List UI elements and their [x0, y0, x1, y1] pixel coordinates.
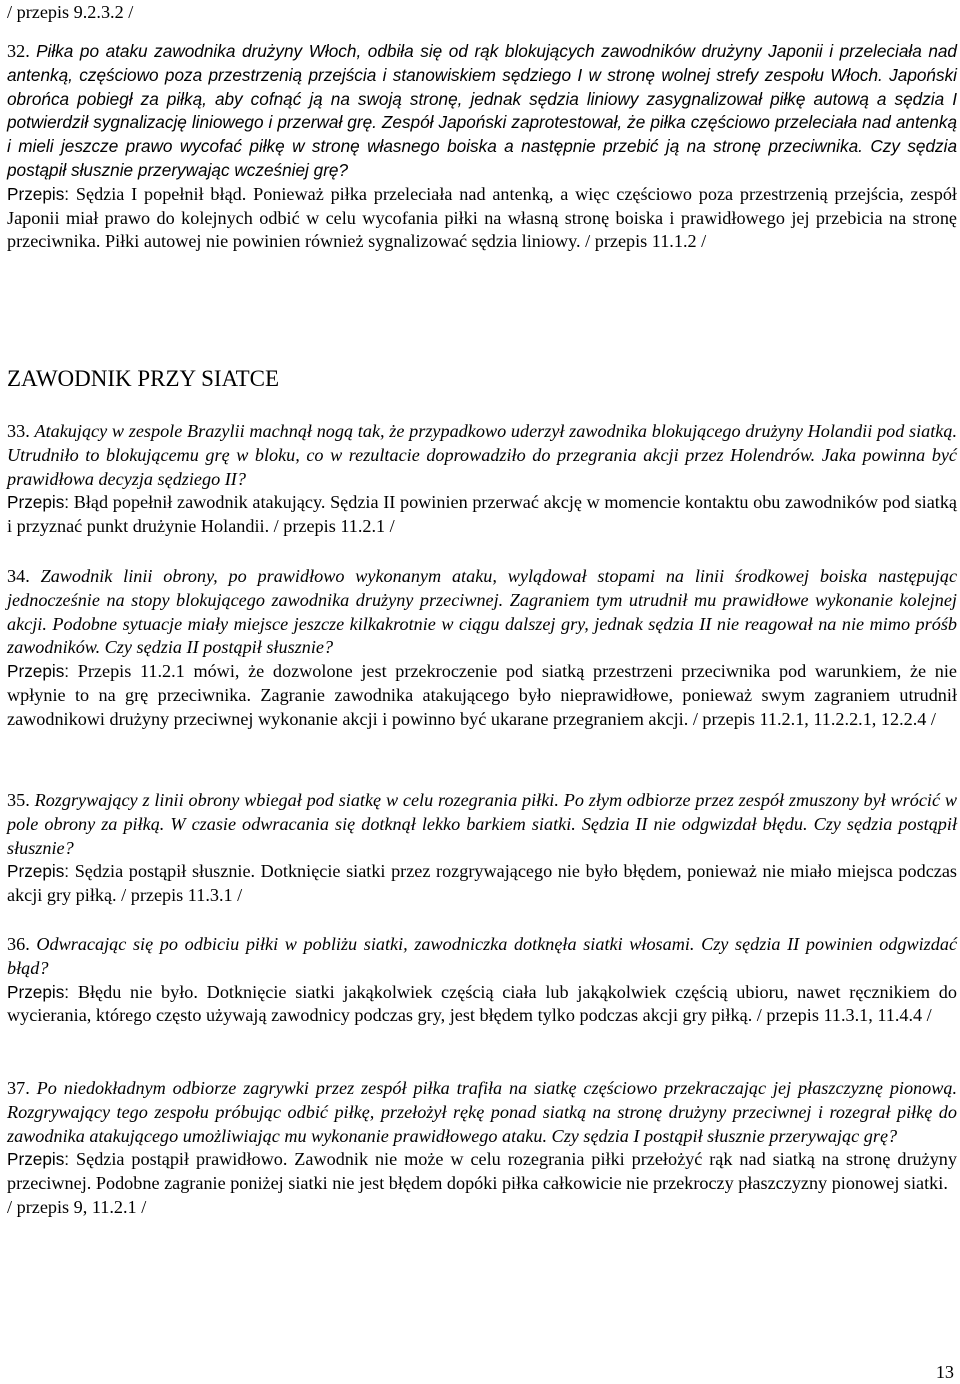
question-34	[7, 565, 957, 660]
top-reference: / przepis 9.2.3.2 /	[7, 2, 134, 22]
question-32	[7, 40, 957, 183]
page-number: 13	[935, 1362, 954, 1382]
item-35	[7, 789, 957, 908]
question-36	[7, 933, 957, 981]
answer-text: Sędzia postąpił słusznie. Dotknięcie siatki przez rozgrywającego nie było błędem, ponieważ nie miało miejsca podczas akcji gry piłką. / przepis 11.3.1 /	[7, 861, 957, 906]
answer-label: Przepis:	[7, 981, 70, 1002]
answer-text: Błąd popełnił zawodnik atakujący. Sędzia II powinien przerwać akcję w momencie kontaktu obu zawodników pod siatką i przyznać punkt drużynie Holandii. / przepis 11.2.1 /	[7, 492, 957, 537]
answer-32	[7, 183, 957, 254]
answer-label: Przepis:	[7, 861, 70, 882]
question-text: Rozgrywający z linii obrony wbiegał pod siatkę w celu rozegrania piłki. Po złym odbiorze przez zespół zmuszony był wrócić w pole obrony za piłką. W czasie odwracania się dotknął lekko barkiem siatki. Sędzia II nie odgwizdał błędu. Czy sędzia postąpił słusznie?	[7, 790, 957, 858]
item-number: 35.	[7, 790, 30, 810]
item-36	[7, 933, 957, 1028]
question-text: Piłka po ataku zawodnika drużyny Włoch, odbiła się od rąk blokujących zawodników drużyny Japonii i przeleciała nad antenką, częściowo poza przestrzenią przejścia i stanowiskiem sędziego I w stronę wolnej strefy zespołu Włoch. Japoński obrońca pobiegł za piłką, aby cofnąć ją na swoją stronę, jednak sędzia liniowy zasygnalizował piłkę autową a sędzia I potwierdził sygnalizację liniowego i przerwał grę. Zespół Japoński zaprotestował, że piłka częściowo przeleciała nad antenką i mieli jeszcze prawo wycofać piłkę w stronę własnego boiska a następnie przebić ją na stronę przeciwnika. Czy sędzia postąpił słusznie przerywając wcześniej grę?	[7, 41, 957, 180]
item-number: 36.	[7, 934, 30, 954]
item-33	[7, 420, 957, 539]
answer-35	[7, 860, 957, 908]
item-37	[7, 1077, 957, 1220]
answer-text: Błędu nie było. Dotknięcie siatki jakąkolwiek częścią ciała lub jakąkolwiek częścią ubioru, nawet ręcznikiem do wycierania, którego często używają zawodnicy podczas gry, jest błędem tylko podczas akcji gry piłką. / przepis 11.3.1, 11.4.4 /	[7, 981, 957, 1026]
question-text: Zawodnik linii obrony, po prawidłowo wykonanym ataku, wylądował stopami na linii środkowej boiska następując jednocześnie na stopy blokującego zawodnika drużyny przeciwnej. Zagraniem tym utrudnił mu prawidłowe wykonanie kolejnej akcji. Podobne sytuacje miały miejsce jeszcze kilkakrotnie w ciągu dalszej gry, jednak sędzia II nie reagował na nie mimo próśb zawodników. Czy sędzia II postąpił słusznie?	[7, 566, 958, 658]
question-text: Atakujący w zespole Brazylii machnął nogą tak, że przypadkowo uderzył zawodnika blokującego drużyny Holandii pod siatką. Utrudniło to blokującemu grę w bloku, co w rezultacie doprowadziło do przegrania akcji przez Holendrów. Jaka powinna być prawidłowa decyzja sędziego II?	[7, 421, 958, 489]
answer-text: Sędzia I popełnił błąd. Ponieważ piłka przeleciała nad antenką, a więc częściowo poza przestrzenią przejścia, zespół Japonii miał prawo do kolejnych odbić w celu wycofania piłki na własną stronę boiska i prawidłowego jej przebicia na stronę przeciwnika. Piłki autowej nie powinien również sygnalizować sędzia liniowy. / przepis 11.1.2 /	[7, 183, 957, 252]
answer-label: Przepis:	[7, 183, 70, 204]
question-37	[7, 1077, 957, 1148]
item-number: 34.	[7, 566, 30, 586]
question-33	[7, 420, 957, 491]
item-32	[7, 40, 957, 254]
answer-label: Przepis:	[7, 661, 70, 682]
item-number: 33.	[7, 421, 30, 441]
question-text: Odwracając się po odbiciu piłki w pobliżu siatki, zawodniczka dotknęła siatki włosami. Czy sędzia II powinien odgwizdać błąd?	[7, 934, 958, 978]
answer-label: Przepis:	[7, 492, 70, 513]
answer-text: Przepis 11.2.1 mówi, że dozwolone jest przekroczenie pod siatką przestrzeni przeciwnika pod warunkiem, że nie wpłynie to na grę przeciwnika. Zagranie zawodnika atakującego było nieprawidłowe, ponieważ swym zagraniem utrudnił zawodnikowi drużyny przeciwnej wykonanie akcji i powinno być ukarane przegraniem akcji. / przepis 11.2.1, 11.2.2.1, 12.2.4 /	[7, 661, 957, 729]
answer-34	[7, 660, 957, 731]
question-35	[7, 789, 957, 860]
answer-36	[7, 981, 957, 1029]
question-text: Po niedokładnym odbiorze zagrywki przez zespół piłka trafiła na siatkę częściowo przekraczając jej płaszczyznę pionową. Rozgrywający tego zespołu próbując odbić piłkę, przełożył rękę ponad siatką na stronę drużyny przeciwnej i rozegrał piłkę do zawodnika atakującego umożliwiając mu wykonanie prawidłowego ataku. Czy sędzia I postąpił słusznie przerywając grę?	[7, 1078, 958, 1146]
item-34	[7, 565, 957, 732]
item-number: 37.	[7, 1078, 30, 1098]
answer-37	[7, 1148, 957, 1196]
reference-37: / przepis 9, 11.2.1 /	[7, 1196, 147, 1217]
answer-label: Przepis:	[7, 1149, 70, 1170]
answer-text: Sędzia postąpił prawidłowo. Zawodnik nie może w celu rozegrania piłki przełożyć rąk nad siatką na stronę drużyny przeciwnej. Podobne zagranie poniżej siatki nie jest błędem dopóki piłka całkowicie nie przekroczy płaszczyzny pionowej siatki.	[7, 1149, 957, 1194]
item-number: 32.	[7, 41, 30, 61]
section-heading: ZAWODNIK PRZY SIATCE	[7, 366, 280, 391]
answer-33	[7, 491, 957, 539]
